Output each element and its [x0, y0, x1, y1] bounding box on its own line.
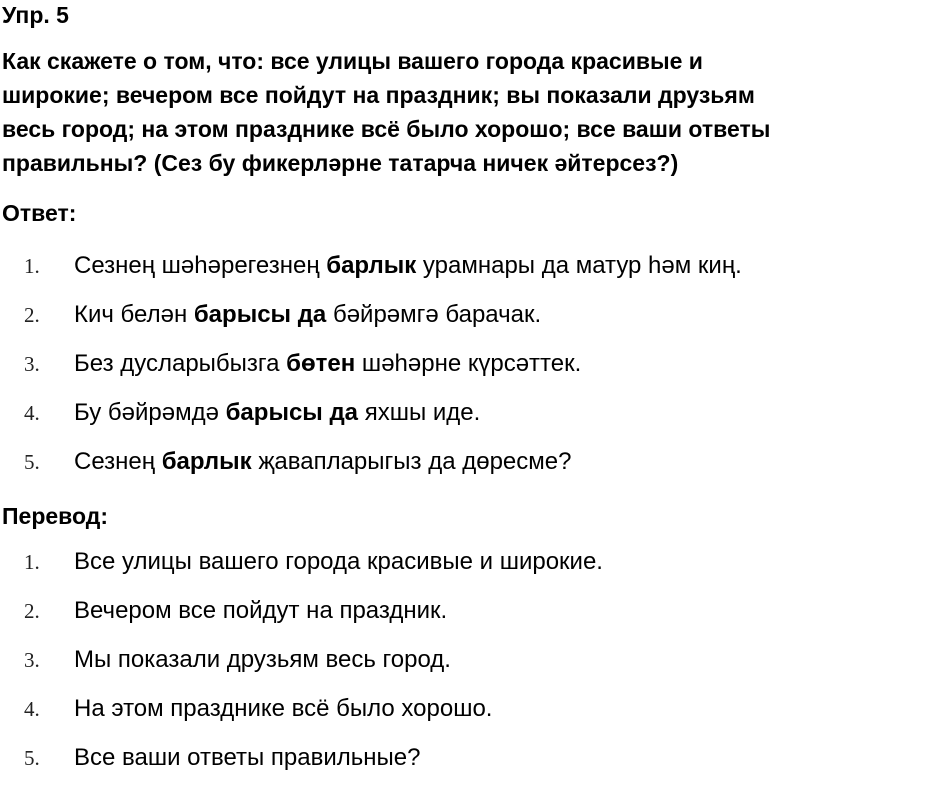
question-line: Как скажете о том, что: все улицы вашего города красивые и: [2, 48, 703, 74]
item-number: 3.: [24, 648, 40, 672]
answer-text-after: урамнары да матур һәм киң.: [416, 252, 742, 279]
item-number: 1.: [24, 254, 40, 278]
question-line: широкие; вечером все пойдут на праздник; вы показали друзьям: [2, 82, 755, 108]
answer-heading: Ответ:: [2, 200, 77, 226]
answer-keyword: бөтен: [286, 350, 356, 377]
question-text: [2, 44, 934, 180]
answer-keyword: барлык: [161, 448, 252, 475]
answer-keyword: барысы да: [225, 399, 359, 426]
answer-text-before: Кич белән: [74, 301, 194, 328]
translation-item-text: Все улицы вашего города красивые и широкие.: [74, 548, 603, 575]
answer-keyword: барлык: [326, 252, 417, 279]
answer-item-text: [74, 397, 480, 429]
answer-item-text: [74, 348, 581, 380]
answer-text-before: Бу бәйрәмдә: [74, 399, 226, 426]
translation-item-text: Мы показали друзьям весь город.: [74, 646, 451, 673]
question-line: правильны? (Сез бу фикерләрне татарча ничек әйтерсез?): [2, 150, 679, 176]
answer-item-text: [74, 299, 541, 331]
item-number: 4.: [24, 401, 40, 425]
question-line: весь город; на этом празднике всё было хорошо; все ваши ответы: [2, 116, 771, 142]
item-number: 5.: [24, 450, 40, 474]
answer-keyword: барысы да: [193, 301, 327, 328]
translation-item-text: На этом празднике всё было хорошо.: [74, 695, 493, 722]
answer-text-before: Без дусларыбызга: [74, 350, 287, 377]
answer-text-after: җавапларыгыз да дөресме?: [251, 448, 572, 475]
answer-item-text: [74, 250, 742, 282]
translation-heading: Перевод:: [2, 503, 109, 529]
item-number: 3.: [24, 352, 40, 376]
answer-text-after: бәйрәмгә барачак.: [326, 301, 542, 328]
translation-item-text: Вечером все пойдут на праздник.: [74, 597, 448, 624]
answer-text-before: Сезнең шәһәрегезнең: [74, 252, 327, 279]
answer-text-after: шәһәрне күрсәттек.: [355, 350, 582, 377]
item-number: 1.: [24, 550, 40, 574]
item-number: 5.: [24, 746, 40, 770]
item-number: 2.: [24, 599, 40, 623]
item-number: 4.: [24, 697, 40, 721]
answer-text-after: яхшы иде.: [358, 399, 481, 426]
answer-text-before: Сезнең: [74, 448, 162, 475]
item-number: 2.: [24, 303, 40, 327]
exercise-title: Упр. 5: [2, 2, 69, 28]
answer-item-text: [74, 446, 571, 478]
translation-item-text: Все ваши ответы правильные?: [74, 744, 421, 771]
